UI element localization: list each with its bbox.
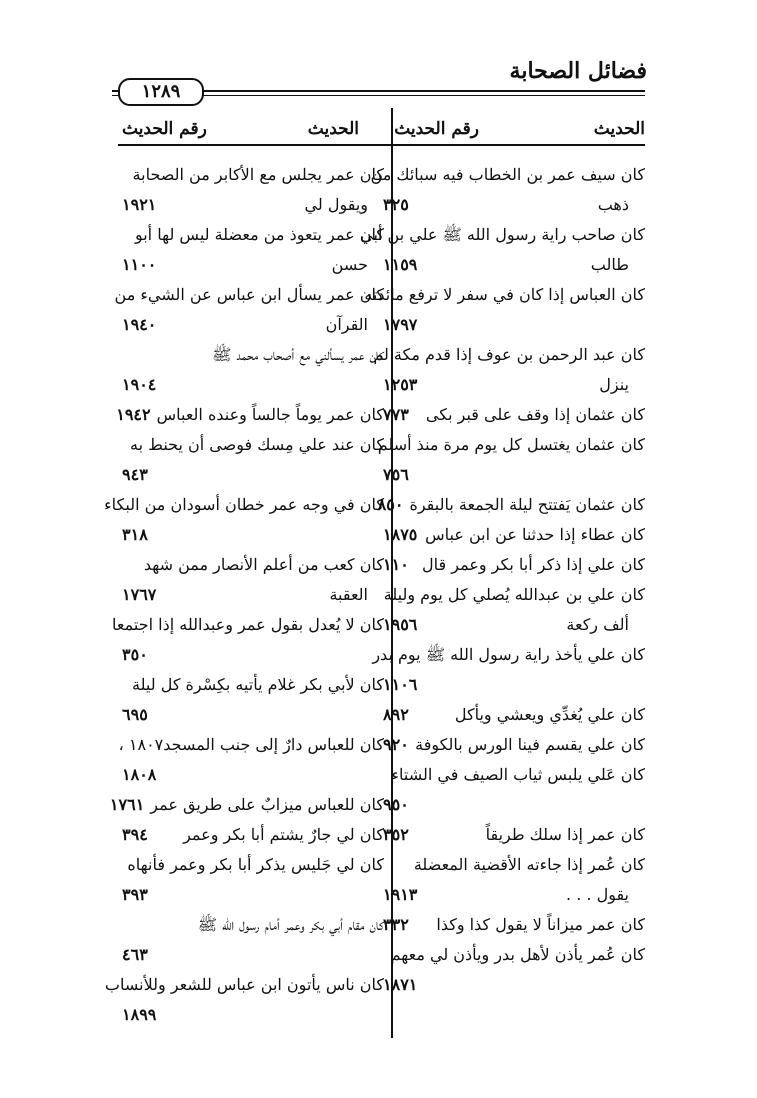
entry-line <box>122 850 384 880</box>
index-entry <box>364 280 645 340</box>
hadith-number: ١٢٥٣ <box>383 375 418 394</box>
hadith-number: ٣٢٥ <box>383 195 409 214</box>
hadith-number: ٣٣٢ <box>383 915 409 934</box>
hadith-number: ١٩٤٠ <box>122 315 157 334</box>
hadith-text: كان عند علي مِسك فوصى أن يحنط به <box>130 435 384 454</box>
hadith-number: ٣٥٢ <box>383 825 409 844</box>
hadith-number: ١٩٥٦ <box>383 615 418 634</box>
hadith-text: كان عُمر إذا جاءته الأقضية المعضلة <box>413 855 645 874</box>
entry-line <box>118 730 384 760</box>
continuation-text: العقبة <box>329 585 368 604</box>
hadith-number: ٩٥٠ <box>383 795 409 814</box>
entry-line <box>104 490 384 520</box>
right-col-number-header: رقم الحديث <box>394 119 479 139</box>
continuation-text: ويقول لي <box>304 195 368 214</box>
index-entry <box>383 700 645 730</box>
continuation-text: ذهب <box>597 195 629 214</box>
index-entry <box>112 610 384 670</box>
book-title: فضائل الصحابة <box>509 58 647 84</box>
hadith-text: كان عثمان يَفتتح ليلة الجمعة بالبقرة <box>409 495 645 514</box>
hadith-text: كان لي جارٌ يشتم أبا بكر وعمر <box>183 825 384 844</box>
hadith-number: ١٧٦١ <box>109 795 145 814</box>
hadith-text: كان عمر يسأل ابن عباس عن الشيء من <box>114 285 384 304</box>
index-entry <box>383 550 645 580</box>
hadith-number: ٧٥٦ <box>383 465 409 484</box>
entry-continuation <box>383 880 645 910</box>
hadith-text: كان عُمر يأذن لأهل بدر ويأذن لي معهم <box>390 945 645 964</box>
index-entry <box>377 490 645 520</box>
hadith-text: كان علي بن عبدالله يُصلي كل يوم وليلة <box>383 585 645 604</box>
right-col-header-rule <box>377 144 645 146</box>
index-entry <box>383 940 645 1000</box>
entry-line <box>383 400 645 430</box>
hadith-text: كان عبد الرحمن بن عوف إذا قدم مكة لم <box>373 345 645 364</box>
index-entry <box>122 160 384 220</box>
hadith-text: كان عمر يتعوذ من معضلة ليس لها أبو <box>134 225 384 244</box>
hadith-text: كان عمر يوماً جالساً وعنده العباس <box>156 405 384 424</box>
hadith-number: ٣١٨ <box>122 525 148 544</box>
index-entry <box>383 730 645 760</box>
hadith-number: ٤٦٣ <box>122 945 148 964</box>
index-entry <box>114 280 384 340</box>
hadith-text: كان لأبي بكر غلام يأتيه بكِسْرة كل ليلة <box>132 675 384 694</box>
entry-line <box>122 340 384 370</box>
continuation-text: القرآن <box>325 315 368 334</box>
entry-continuation <box>122 250 384 280</box>
page-number: ١٢٨٩ <box>118 78 204 106</box>
entry-line <box>383 520 645 550</box>
hadith-number: ١٨٩٩ <box>122 1005 157 1024</box>
entry-line <box>383 910 645 940</box>
hadith-text: كان عطاء إذا حدثنا عن ابن عباس <box>425 525 645 544</box>
hadith-text: كان عمر ميزاناً لا يقول كذا وكذا <box>436 915 645 934</box>
continuation-text: يقول . . . <box>566 885 629 904</box>
entry-line <box>112 610 384 640</box>
hadith-number: ٦٩٥ <box>122 705 148 724</box>
entry-line <box>370 160 645 190</box>
index-entry <box>122 820 384 850</box>
hadith-text: كان عمر يسألني مع أصحاب محمد ﷺ <box>212 345 384 364</box>
entry-line <box>114 280 384 310</box>
index-entry <box>377 430 645 490</box>
entry-line <box>360 220 645 250</box>
hadith-number: ٣٩٤ <box>122 825 148 844</box>
index-entry <box>122 670 384 730</box>
entry-line <box>104 970 384 1000</box>
hadith-text: كان لي جَليس يذكر أبا بكر وعمر فأنهاه <box>127 855 384 874</box>
hadith-number: ١١٠ <box>383 555 409 574</box>
hadith-number: ٩٤٣ <box>122 465 148 484</box>
entry-line <box>383 550 645 580</box>
entry-continuation <box>383 250 645 280</box>
hadith-number: ٧٧٣ <box>383 405 409 424</box>
hadith-number: ١٩١٣ <box>383 885 418 904</box>
entry-line <box>372 640 645 670</box>
entry-line <box>122 430 384 460</box>
entry-line <box>373 340 645 370</box>
right-col-hadith-header: الحديث <box>593 119 645 139</box>
index-entry <box>383 850 645 910</box>
entry-line <box>364 280 645 310</box>
entry-continuation <box>383 370 645 400</box>
hadith-text: كان علي إذا ذكر أبا بكر وعمر قال <box>422 555 645 574</box>
hadith-text: كان مقام أبي بكر وعمر أمام رسول الله ﷺ <box>197 915 384 934</box>
hadith-number: ٣٩٣ <box>122 885 148 904</box>
entry-line <box>383 700 645 730</box>
hadith-number: ١٧٦٧ <box>122 585 157 604</box>
index-entry <box>122 910 384 970</box>
entry-line <box>122 550 384 580</box>
right-column <box>360 160 645 1000</box>
index-entry <box>383 910 645 940</box>
left-col-number-header: رقم الحديث <box>122 119 207 139</box>
entry-line <box>122 160 384 190</box>
entry-line <box>109 790 384 820</box>
index-entry <box>122 220 384 280</box>
entry-line <box>122 670 384 700</box>
entry-continuation <box>383 610 645 640</box>
index-entry <box>383 580 645 640</box>
entry-line <box>383 760 645 790</box>
hadith-text: كان علي يُغدِّي ويعشي ويأكل <box>454 705 645 724</box>
hadith-text: كان ناس يأتون ابن عباس للشعر وللأنساب <box>104 975 384 994</box>
hadith-number: ١٨٠٨ <box>122 765 157 784</box>
entry-line <box>116 400 384 430</box>
hadith-number: ١٨٧٥ <box>383 525 418 544</box>
entry-line <box>122 220 384 250</box>
index-entry <box>383 820 645 850</box>
index-entry <box>122 850 384 910</box>
index-entry <box>122 550 384 610</box>
hadith-number: ٩٢٠ <box>383 735 409 754</box>
hadith-number: ١٩٤٢ <box>116 405 151 424</box>
hadith-text: كان عمر إذا سلك طريقاً <box>485 825 645 844</box>
entry-line <box>383 820 645 850</box>
left-column <box>104 160 384 1030</box>
hadith-text: كان علي يأخذ راية رسول الله ﷺ يوم بدر <box>372 645 645 664</box>
hadith-text: كان صاحب راية رسول الله ﷺ علي بن أبي <box>360 225 645 244</box>
continuation-text: ألف ركعة <box>566 615 629 634</box>
entry-continuation <box>122 190 384 220</box>
hadith-text: كان للعباس دارٌ إلى جنب المسجد١٨٠٧ ، <box>118 735 384 754</box>
hadith-text: كان عمر يجلس مع الأكابر من الصحابة <box>132 165 384 184</box>
hadith-text: كان في وجه عمر خطان أسودان من البكاء <box>104 495 384 514</box>
entry-line <box>383 580 645 610</box>
continuation-text: حسن <box>331 255 368 274</box>
index-entry <box>370 160 645 220</box>
index-entry <box>118 730 384 790</box>
index-entry <box>122 340 384 400</box>
index-entry <box>383 760 645 820</box>
hadith-text: كان لا يُعدل بقول عمر وعبدالله إذا اجتمعا <box>112 615 384 634</box>
entry-continuation <box>122 310 384 340</box>
index-entry <box>372 640 645 700</box>
entry-line <box>383 730 645 760</box>
entry-line <box>383 850 645 880</box>
hadith-text: كان عثمان يغتسل كل يوم مرة منذ أسلم <box>377 435 645 454</box>
hadith-number: ٨٥٠ <box>377 495 404 514</box>
entry-line <box>377 430 645 460</box>
hadith-number: ١١٠٠ <box>122 255 157 274</box>
entry-line <box>122 820 384 850</box>
index-entry <box>109 790 384 820</box>
index-entry <box>383 400 645 430</box>
hadith-number: ١٧٩٧ <box>383 315 418 334</box>
hadith-number: ١١٠٦ <box>383 675 418 694</box>
hadith-number: ١١٥٩ <box>383 255 418 274</box>
hadith-text: كان عَلي يلبس ثياب الصيف في الشتاء <box>391 765 645 784</box>
index-entry <box>122 430 384 490</box>
hadith-text: كان كعب من أعلم الأنصار ممن شهد <box>143 555 384 574</box>
hadith-number: ١٩٠٤ <box>122 375 157 394</box>
hadith-number: ١٨٧١ <box>383 975 418 994</box>
continuation-text: ينزل <box>599 375 629 394</box>
index-entry <box>360 220 645 280</box>
left-col-header-rule <box>118 144 380 146</box>
hadith-number: ١٩٢١ <box>122 195 157 214</box>
left-col-hadith-header: الحديث <box>307 119 359 139</box>
hadith-text: كان علي يقسم فينا الورس بالكوفة <box>415 735 645 754</box>
index-entry <box>116 400 384 430</box>
hadith-text: كان عثمان إذا وقف على قبر بكى <box>425 405 645 424</box>
hadith-number: ٣٥٠ <box>122 645 148 664</box>
entry-continuation <box>122 580 384 610</box>
hadith-text: كان العباس إذا كان في سفر لا ترفع مائدته <box>364 285 645 304</box>
hadith-text: كان سيف عمر بن الخطاب فيه سبائك من <box>370 165 645 184</box>
index-entry <box>104 970 384 1030</box>
hadith-number: ٨٩٢ <box>383 705 409 724</box>
entry-continuation <box>383 190 645 220</box>
entry-line <box>122 910 384 940</box>
continuation-text: طالب <box>590 255 629 274</box>
hadith-text: كان للعباس ميزابٌ على طريق عمر <box>150 795 384 814</box>
index-entry <box>383 520 645 550</box>
index-entry <box>373 340 645 400</box>
entry-line <box>377 490 645 520</box>
entry-line <box>383 940 645 970</box>
index-entry <box>104 490 384 550</box>
